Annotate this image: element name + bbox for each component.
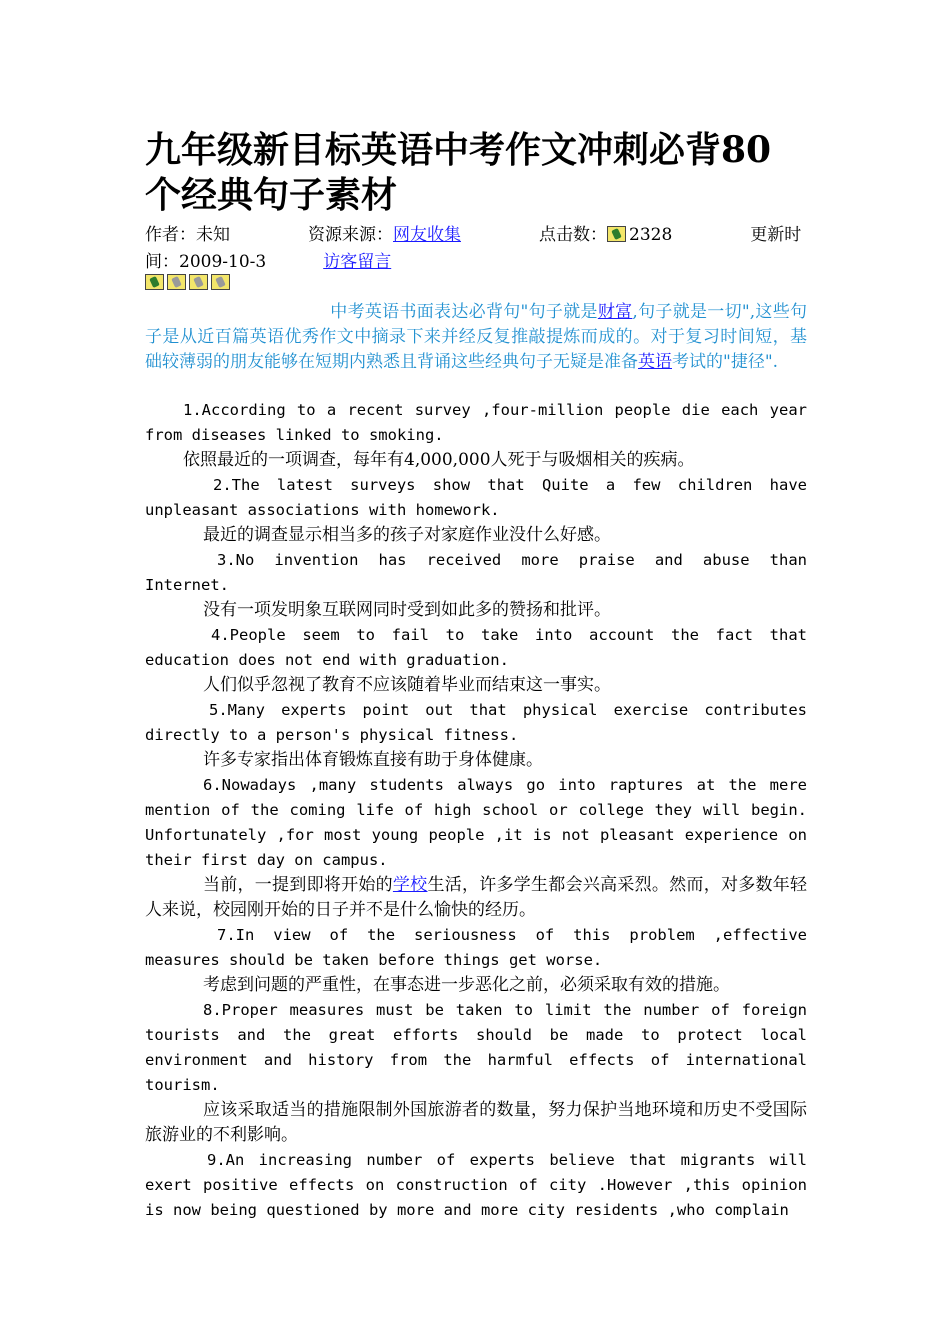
intro-paragraph xyxy=(145,300,807,375)
author-label: 作者： xyxy=(145,225,196,245)
intro-text-1: 中考英语书面表达必背句"句子就是 xyxy=(330,302,598,322)
source-link[interactable]: 网友收集 xyxy=(393,225,461,245)
sentence-cn: 人们似乎忽视了教育不应该随着毕业而结束这一事实。 xyxy=(203,675,611,695)
sentence-cn: 没有一项发明象互联网同时受到如此多的赞扬和批评。 xyxy=(203,600,611,620)
guestbook-link[interactable]: 访客留言 xyxy=(323,252,392,272)
author-value: 未知 xyxy=(196,225,230,245)
sentence-cn: 许多专家指出体育锻炼直接有助于身体健康。 xyxy=(203,750,543,770)
sentence-cn-part: 当前，一提到即将开始的 xyxy=(203,875,393,895)
updated-value: 2009-10-3 xyxy=(179,252,267,272)
article-title: 九年级新目标英语中考作文冲刺必背80个经典句子素材 xyxy=(145,129,772,216)
sentence-en: 3.No invention has received more praise and abuse than Internet. xyxy=(145,551,807,594)
sentence-en: 2.The latest surveys show that Quite a few children have unpleasant associations with homework. xyxy=(145,476,807,519)
sentence-en: 7.In view of the seriousness of this problem ,effective measures should be taken before things get worse. xyxy=(145,926,807,969)
rating-icon[interactable] xyxy=(211,274,230,290)
school-link[interactable]: 学校 xyxy=(392,875,428,895)
sentence-en: 4.People seem to fail to take into account the fact that education does not end with graduation. xyxy=(145,626,807,669)
sentence-en: 9.An increasing number of experts believe that migrants will exert positive effects on construction of city .However ,this opinion is now being questioned by more and more city residents ,who complain xyxy=(145,1151,807,1219)
sentence-list xyxy=(145,398,807,1223)
rating-icon[interactable] xyxy=(145,274,164,290)
sentence-cn: 考虑到问题的严重性，在事态进一步恶化之前，必须采取有效的措施。 xyxy=(203,975,730,995)
sentence-cn xyxy=(145,873,807,923)
clicks-icon xyxy=(607,226,626,242)
sentence-en: 1.According to a recent survey ,four-million people die each year from diseases linked to smoking. xyxy=(145,401,807,444)
rating-icons xyxy=(145,274,233,292)
intro-text-3: 考试的"捷径". xyxy=(672,352,779,372)
sentence-cn: 依照最近的一项调查，每年有4,000,000人死于与吸烟相关的疾病。 xyxy=(183,450,695,470)
clicks-value: 2328 xyxy=(629,225,673,245)
clicks-label: 点击数： xyxy=(539,225,607,245)
sentence-cn: 最近的调查显示相当多的孩子对家庭作业没什么好感。 xyxy=(203,525,611,545)
rating-icon[interactable] xyxy=(167,274,186,290)
sentence-cn-part: 生活，许多学生都会兴高采烈。然而，对多数年轻人来说，校园刚开始的日子并不是什么愉快的经历。 xyxy=(145,875,808,920)
intro-text-2: ,句子就是一切",这些句子是从近百篇英语优秀作文中摘录下来并经反复推敲提炼而成的。对于复习时间短，基础较薄弱的朋友能够在短期内熟悉且背诵这些经典句子无疑是准备 xyxy=(145,302,807,372)
english-link[interactable]: 英语 xyxy=(638,352,672,372)
sentence-en: 8.Proper measures must be taken to limit the number of foreign tourists and the great efforts should be made to protect local environment and history from the harmful effects of international tourism. xyxy=(145,1001,807,1094)
sentence-en: 6.Nowadays ,many students always go into raptures at the mere mention of the coming life of high school or college they will begin. Unfortunately ,for most young people ,it is not pleasant experience on their first day on campus. xyxy=(145,776,807,869)
updated-label: 更新时间： xyxy=(145,225,802,272)
wealth-link[interactable]: 财富 xyxy=(597,302,633,322)
sentence-cn: 应该采取适当的措施限制外国旅游者的数量，努力保护当地环境和历史不受国际旅游业的不利影响。 xyxy=(145,1100,807,1145)
article-meta xyxy=(145,222,807,276)
source-label: 资源来源： xyxy=(308,225,393,245)
rating-icon[interactable] xyxy=(189,274,208,290)
sentence-en: 5.Many experts point out that physical exercise contributes directly to a person's physical fitness. xyxy=(145,701,807,744)
